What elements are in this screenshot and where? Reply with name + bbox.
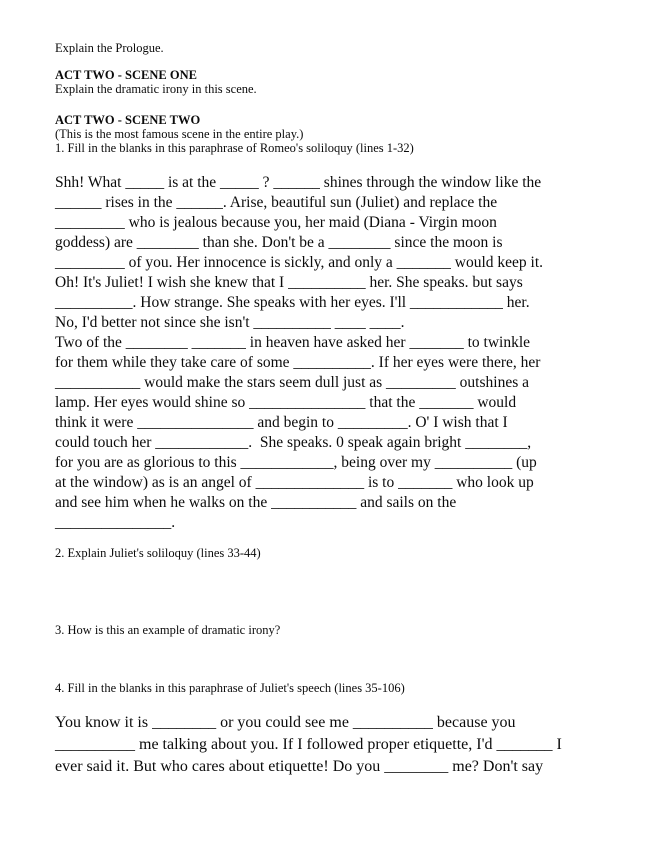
- paragraph-line: __________. How strange. She speaks with her eyes. I'll ____________ her.: [55, 294, 530, 311]
- juliet-paraphrase-paragraph: [55, 712, 562, 778]
- scene-two-note: (This is the most famous scene in the entire play.): [55, 127, 304, 141]
- question-4-prompt: 4. Fill in the blanks in this paraphrase of Juliet's speech (lines 35-106): [55, 681, 405, 695]
- question-3-prompt: 3. How is this an example of dramatic irony?: [55, 623, 281, 637]
- romeo-paraphrase-paragraph: [55, 173, 543, 533]
- paragraph-line: ever said it. But who cares about etiquette! Do you ________ me? Don't say: [55, 758, 544, 775]
- question-1-prompt: 1. Fill in the blanks in this paraphrase of Romeo's soliloquy (lines 1-32): [55, 141, 414, 155]
- scene-one-title: ACT TWO - SCENE ONE: [55, 68, 197, 82]
- paragraph-line: _______________.: [55, 514, 176, 531]
- paragraph-line: _________ who is jealous because you, her maid (Diana - Virgin moon: [55, 214, 497, 231]
- paragraph-line: You know it is ________ or you could see me __________ because you: [55, 714, 516, 731]
- paragraph-line: goddess) are ________ than she. Don't be a ________ since the moon is: [55, 234, 503, 251]
- paragraph-line: lamp. Her eyes would shine so _______________ that the _______ would: [55, 394, 517, 411]
- paragraph-line: _________ of you. Her innocence is sickly, and only a _______ would keep it.: [55, 254, 544, 271]
- question-2-prompt: 2. Explain Juliet's soliloquy (lines 33-44): [55, 546, 261, 560]
- paragraph-line: for you are as glorious to this ____________, being over my __________ (up: [55, 454, 537, 471]
- paragraph-line: Two of the ________ _______ in heaven have asked her _______ to twinkle: [55, 334, 531, 351]
- scene-one-prompt: Explain the dramatic irony in this scene.: [55, 82, 257, 96]
- paragraph-line: Oh! It's Juliet! I wish she knew that I __________ her. She speaks. but says: [55, 274, 523, 291]
- paragraph-line: No, I'd better not since she isn't __________ ____ ____.: [55, 314, 405, 331]
- paragraph-line: Shh! What _____ is at the _____ ? ______ shines through the window like the: [55, 174, 542, 191]
- paragraph-line: __________ me talking about you. If I followed proper etiquette, I'd _______ I: [55, 736, 562, 753]
- prologue-prompt: Explain the Prologue.: [55, 41, 164, 55]
- paragraph-line: at the window) as is an angel of ______________ is to _______ who look up: [55, 474, 534, 491]
- paragraph-line: and see him when he walks on the ___________ and sails on the: [55, 494, 457, 511]
- scene-two-title: ACT TWO - SCENE TWO: [55, 113, 201, 127]
- paragraph-line: ______ rises in the ______. Arise, beautiful sun (Juliet) and replace the: [55, 194, 498, 211]
- paragraph-line: could touch her ____________. She speaks. 0 speak again bright ________,: [55, 434, 532, 451]
- paragraph-line: ___________ would make the stars seem dull just as _________ outshines a: [55, 374, 529, 391]
- paragraph-line: think it were _______________ and begin to _________. O' I wish that I: [55, 414, 508, 431]
- paragraph-line: for them while they take care of some __________. If her eyes were there, her: [55, 354, 541, 371]
